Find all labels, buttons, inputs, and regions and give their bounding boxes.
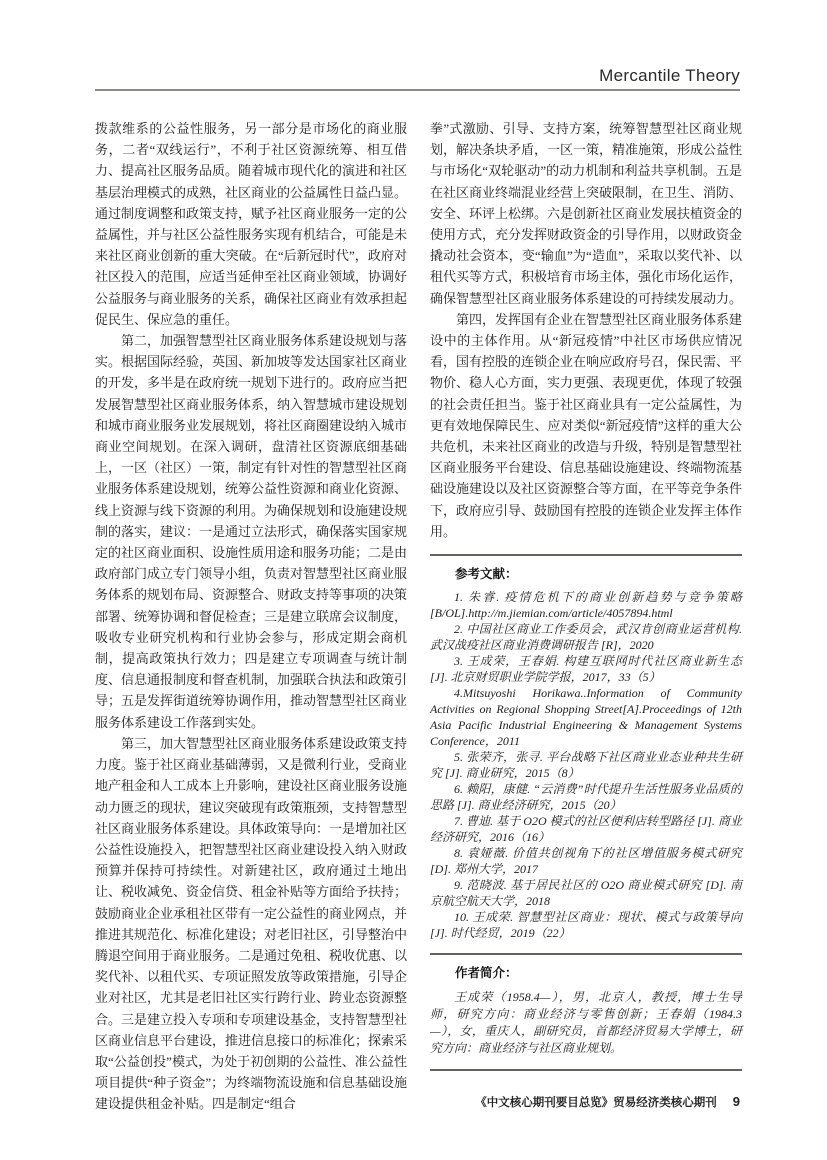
- header-rule: [95, 89, 740, 91]
- separator-line: [430, 1069, 742, 1071]
- journal-section-title: Mercantile Theory: [599, 66, 740, 85]
- body-paragraph: 拳”式激励、引导、支持方案，统筹智慧型社区商业规划，解决条块矛盾，一区一策，精准施策，形成公益性与市场化“双轮驱动”的动力机制和利益共享机制。五是在社区商业终端混业经营上突破限制，在卫生、消防、安全、环评上松绑。六是创新社区商业发展扶植资金的使用方式，充分发挥财政资金的引导作用，以财政资金撬动社会资本，变“输血”为“造血”，采取以奖代补、以租代买等方式，积极培育市场主体，强化市场化运作，确保智慧型社区商业服务体系建设的可持续发展动力。: [430, 121, 743, 306]
- author-bio-title: 作者简介：: [455, 966, 518, 981]
- reference-item: 8. 袁娅薇. 价值共创视角下的社区增值服务模式研究 [D]. 郑州大学，2017: [430, 846, 742, 877]
- reference-item: 2. 中国社区商业工作委员会，武汉肯创商业运营机构. 武汉战疫社区商业消费调研报告 [R]，2020: [430, 622, 742, 653]
- reference-item: 5. 张荣齐，张寻. 平台战略下社区商业业态业种共生研究 [J]. 商业研究，2015（8）: [430, 750, 742, 781]
- reference-item: 9. 范晓波. 基于居民社区的 O2O 商业模式研究 [D]. 南京航空航天大学，2018: [430, 878, 742, 909]
- body-paragraph: 拨款维系的公益性服务，另一部分是市场化的商业服务，二者“双线运行”，不利于社区资源统筹、相互借力、提高社区服务品质。随着城市现代化的演进和社区基层治理模式的成熟，社区商业的公益属性日益凸显。通过制度调整和政策支持，赋予社区商业服务一定的公益属性，并与社区公益性服务实现有机结合，可能是未来社区商业创新的重大突破。在“后新冠时代”，政府对社区投入的范围，应适当延伸至社区商业领域，协调好公益服务与商业服务的关系，确保社区商业有效承担起促民生、保应急的重任。: [95, 121, 408, 327]
- author-bio-section: [430, 965, 742, 1057]
- author-bio-text: 王成荣（1958.4—），男，北京人，教授，博士生导师，研究方向：商业经济与零售创新；王春娟（1984.3—），女，重庆人，副研究员，首都经济贸易大学博士，研究方向：商业经济与社区商业规划。: [430, 990, 742, 1056]
- right-column: [430, 118, 742, 1071]
- journal-note: 《中文核心期刊要目总览》贸易经济类核心期刊: [475, 1097, 717, 1109]
- reference-item: 6. 赖阳，康健. “云消费”时代提升生活性服务业品质的思路 [J]. 商业经济研究，2015（20）: [430, 782, 742, 813]
- body-paragraph: 第二，加强智慧型社区商业服务体系建设规划与落实。根据国际经验，英国、新加坡等发达国家社区商业的开发，多半是在政府统一规划下进行的。政府应当把发展智慧型社区商业服务体系，纳入智慧城市建设规划和城市商业服务业发展规划，将社区商圈建设纳入城市商业空间规划。在深入调研，盘清社区资源底细基础上，一区（社区）一策，制定有针对性的智慧型社区商业服务体系建设规划，统筹公益性资源和商业化资源、线上资源与线下资源的利用。为确保规划和设施建设规制的落实，建议：一是通过立法形式，确保落实国家规定的社区商业面积、设施性质用途和服务功能；二是由政府部门成立专门领导小组，负责对智慧型社区商业服务体系的规划布局、资源整合、财政支持等事项的决策部署、统筹协调和督促检查；三是建立联席会议制度，吸收专业研究机构和行业协会参与，形成定期会商机制，提高政策执行效力；四是建立专项调查与统计制度、信息通报制度和督查机制，加强联合执法和政策引导；五是发挥街道统筹协调作用，推动智慧型社区商业服务体系建设工作落到实处。: [95, 333, 408, 730]
- separator-line: [430, 953, 742, 955]
- reference-item: 7. 曹迪. 基于 O2O 模式的社区便利店转型路径 [J]. 商业经济研究，2016（16）: [430, 814, 742, 845]
- reference-item: 1. 朱睿. 疫情危机下的商业创新趋势与竞争策略 [B/OL].http://m.jiemian.com/article/4057894.html: [430, 590, 742, 621]
- body-paragraph: 第四，发挥国有企业在智慧型社区商业服务体系建设中的主体作用。从“新冠疫情”中社区市场供应情况看，国有控股的连锁企业在响应政府号召，保民需、平物价、稳人心方面，实力更强、表现更优，体现了较强的社会责任担当。鉴于社区商业具有一定公益属性，为更有效地保障民生、应对类似“新冠疫情”这样的重大公共危机，未来社区商业的改造与升级，特别是智慧型社区商业服务平台建设、信息基础设施建设、终端物流基础设施建设以及社区资源整合等方面，在平等竞争条件下，政府应引导、鼓励国有控股的连锁企业发挥主体作用。: [430, 311, 743, 539]
- page-footer: [475, 1094, 740, 1110]
- references-title: 参考文献：: [455, 567, 518, 582]
- references-section: [430, 566, 742, 941]
- reference-item: 3. 王成荣，王春娟. 构建互联网时代社区商业新生态 [J]. 北京财贸职业学院学报，2017，33（5）: [430, 654, 742, 685]
- left-column: [95, 118, 407, 1115]
- body-paragraph: 第三，加大智慧型社区商业服务体系建设政策支持力度。鉴于社区商业基础薄弱，又是微利行业，受商业地产租金和人工成本上升影响，建设社区商业服务设施动力匮乏的现状，建议突破现有政策瓶颈，支持智慧型社区商业服务体系建设。具体政策导向：一是增加社区公益性设施投入，把智慧型社区商业建设投入纳入财政预算并保持可持续性。对新建社区，政府通过土地出让、税收减免、资金信贷、租金补贴等方面给予扶持；鼓励商业企业承租社区带有一定公益性的商业网点，并推进其规范化、标准化建设；对老旧社区，引导整治中腾退空间用于商业服务。二是通过免租、税收优惠、以奖代补、以租代买、专项证照发放等政策措施，引导企业对社区，尤其是老旧社区实行跨行业、跨业态资源整合。三是建立投入专项和专项建设基金，支持智慧型社区商业信息平台建设，推进信息接口的标准化；探索采取“公益创投”模式，为处于初创期的公益性、准公益性项目提供“种子资金”；为终端物流设施和信息基础设施建设提供租金补贴。四是制定“组合: [95, 735, 408, 1112]
- reference-item: 4.Mitsuyoshi Horikawa..Information of Community Activities on Regional Shopping Street[A].Proceedings of 12th Asia Pacific Industrial Engineering & Management Systems Conference，2011: [430, 686, 742, 749]
- reference-item: 10. 王成荣. 智慧型社区商业：现状、模式与政策导向 [J]. 时代经贸，2019（22）: [430, 910, 742, 941]
- page-number: 9: [732, 1094, 740, 1109]
- separator-line: [430, 554, 742, 556]
